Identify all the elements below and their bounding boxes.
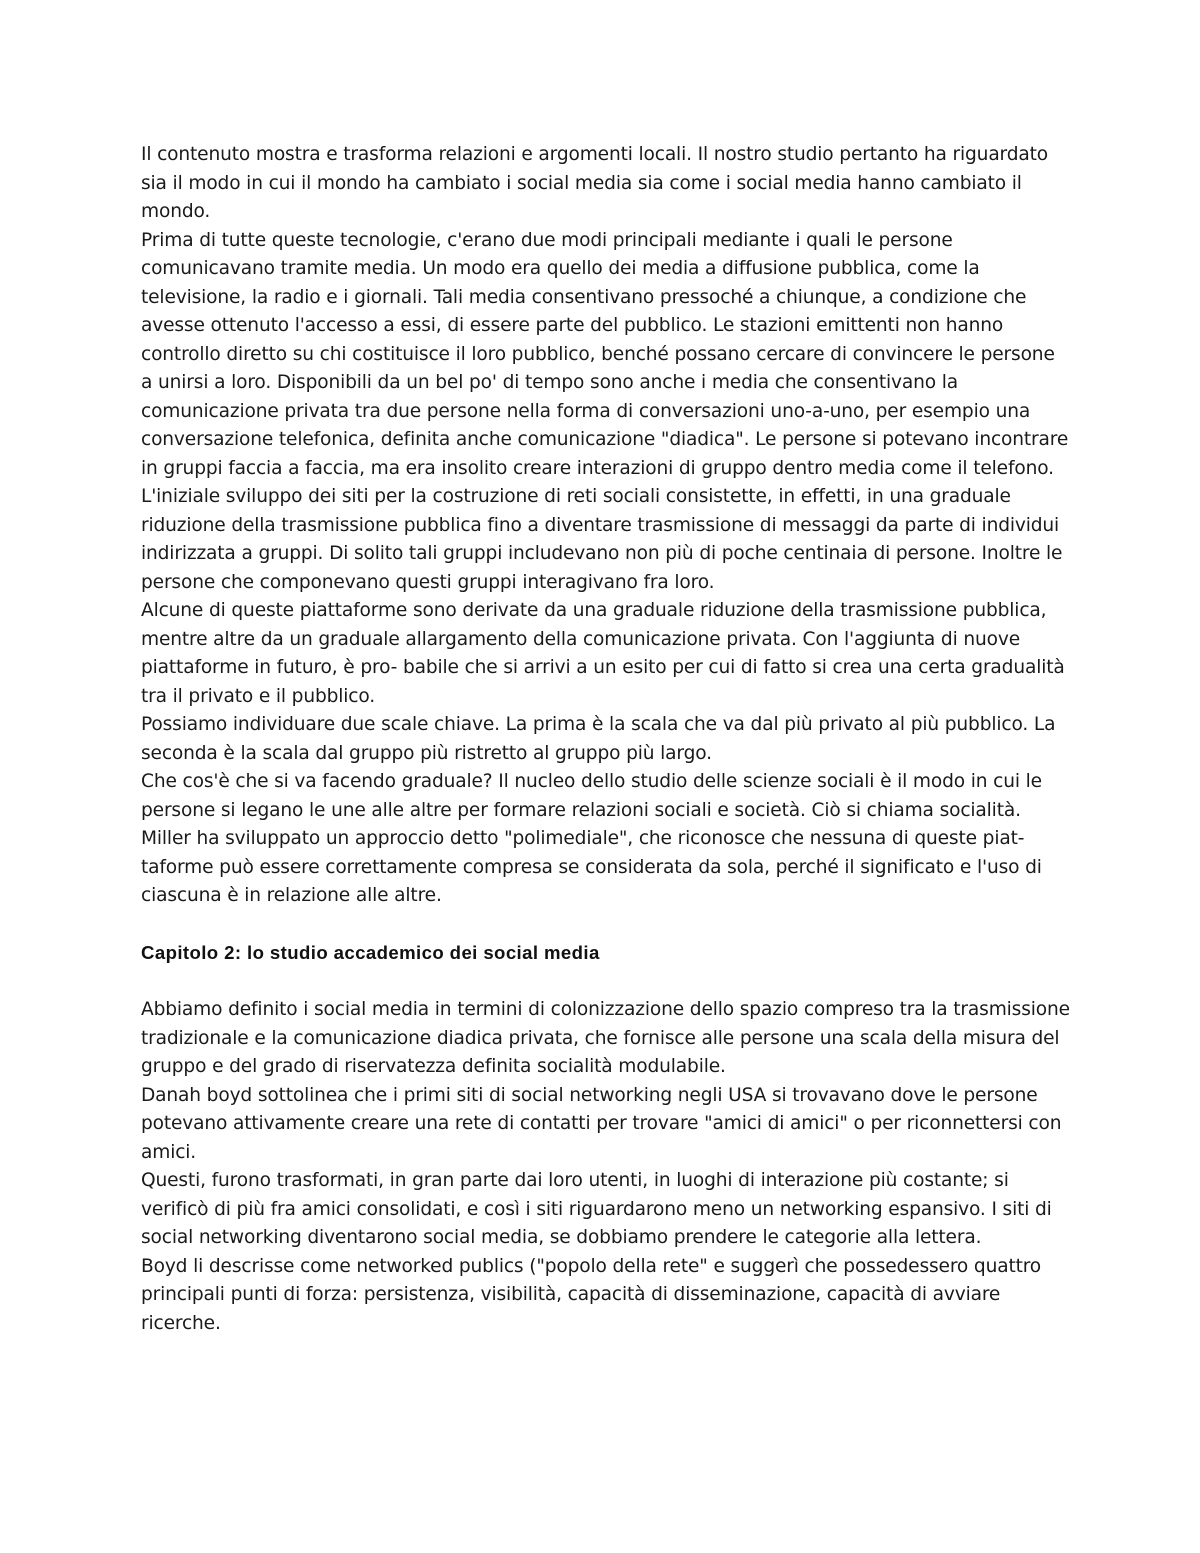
- paragraph: Alcune di queste piattaforme sono derivate da una graduale riduzione della trasmissione pubblica, mentre altre da un graduale allargamento della comunicazione privata. Con l'aggiunta di nuove piattaforme in futuro, è pro- babile che si arrivi a un esito per cui di fatto si crea una certa gradualità tra il privato e il pubblico.: [141, 600, 1065, 707]
- paragraph: Questi, furono trasformati, in gran parte dai loro utenti, in luoghi di interazione più costante; si verificò di più fra amici consolidati, e così i siti riguardarono meno un networking espansivo. I siti di social networking diventarono social media, se dobbiamo prendere le categorie alla lettera.: [141, 1170, 1052, 1248]
- paragraph: Che cos'è che si va facendo graduale? Il nucleo dello studio delle scienze sociali è il modo in cui le persone si legano le une alle altre per formare relazioni sociali e società. Ciò si chiama socialità.: [141, 771, 1042, 821]
- paragraph: Boyd li descrisse come networked publics ("popolo della rete" e suggerì che possedessero quattro principali punti di forza: persistenza, visibilità, capacità di disseminazione, capacità di avviare ricerche.: [141, 1255, 1042, 1334]
- paragraph: Il contenuto mostra e trasforma relazioni e argomenti locali. Il nostro studio pertanto ha riguardato sia il modo in cui il mondo ha cambiato i social media sia come i social media hanno cambiato il mondo.: [141, 144, 1048, 222]
- paragraph: Abbiamo definito i social media in termini di colonizzazione dello spazio compreso tra la trasmissione tradizionale e la comunicazione diadica privata, che fornisce alle persone una scala della misura del gruppo e del grado di riservatezza definita socialità modulabile.: [141, 999, 1070, 1077]
- paragraph: Prima di tutte queste tecnologie, c'erano due modi principali mediante i quali le persone comunicavano tramite media. Un modo era quello dei media a diffusione pubblica, come la televisione, la radio e i giornali. Tali media consentivano pressoché a chiunque, a condizione che avesse ottenuto l'accesso a essi, di essere parte del pubblico. Le stazioni emittenti non hanno controllo diretto su chi costituisce il loro pubblico, benché possano cercare di convincere le persone a unirsi a loro. Disponibili da un bel po' di tempo sono anche i media che consentivano la comunicazione privata tra due persone nella forma di conversazioni uno-a-uno, per esempio una conversazione telefonica, definita anche comunicazione "diadica". Le persone si potevano incontrare in gruppi faccia a faccia, ma era insolito creare interazioni di gruppo dentro media come il telefono.: [141, 229, 1069, 479]
- blank-line: [141, 968, 1071, 997]
- document-body: [141, 141, 1071, 1338]
- paragraph: Miller ha sviluppato un approccio detto "polimediale", che riconosce che nessuna di queste piat- taforme può essere correttamente compresa se considerata da sola, perché il significato e l'uso di ciascuna è in relazione alle altre.: [141, 828, 1042, 906]
- paragraph: L'iniziale sviluppo dei siti per la costruzione di reti sociali consistette, in effetti, in una graduale riduzione della trasmissione pubblica fino a diventare trasmissione di messaggi da parte di individui indirizzata a gruppi. Di solito tali gruppi includevano non più di poche centinaia di persone. Inoltre le persone che componevano questi gruppi interagivano fra loro.: [141, 486, 1063, 593]
- blank-line: [141, 911, 1071, 940]
- chapter-heading: Capitolo 2: lo studio accademico dei social media: [141, 942, 600, 963]
- paragraph: Danah boyd sottolinea che i primi siti di social networking negli USA si trovavano dove le persone potevano attivamente creare una rete di contatti per trovare "amici di amici" o per riconnettersi con amici.: [141, 1084, 1062, 1163]
- paragraph: Possiamo individuare due scale chiave. La prima è la scala che va dal più privato al più pubblico. La seconda è la scala dal gruppo più ristretto al gruppo più largo.: [141, 714, 1056, 764]
